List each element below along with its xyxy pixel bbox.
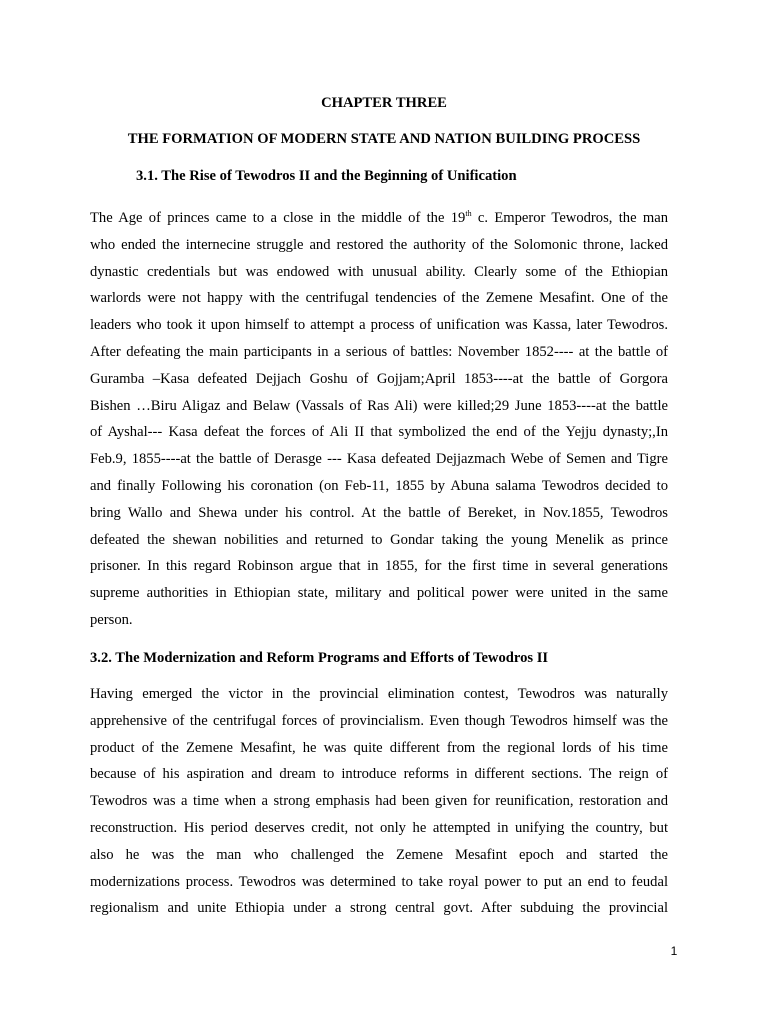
line-text: The Age of princes came to a close in the middle of the 19	[90, 210, 466, 226]
paragraph-line: Tewodros was a time when a strong emphasis had been given for reunification, restoration and	[90, 793, 668, 810]
section-heading-3-2: 3.2. The Modernization and Reform Programs and Efforts of Tewodros II	[90, 650, 549, 666]
page-number: 1	[670, 944, 678, 958]
line-text: c. Emperor Tewodros, the man	[471, 210, 668, 226]
paragraph-line: because of his aspiration and dream to introduce reforms in different sections. The reign of	[90, 766, 668, 783]
paragraph-line: of Ayshal--- Kasa defeat the forces of Ali II that symbolized the end of the Yejju dynasty;,In	[90, 424, 668, 441]
paragraph-line: apprehensive of the centrifugal forces of provincialism. Even though Tewodros himself was the	[90, 712, 668, 729]
paragraph-line: supreme authorities in Ethiopian state, military and political power were united in the same	[90, 585, 668, 602]
paragraph-line	[90, 205, 668, 232]
paragraph-line: regionalism and unite Ethiopia under a strong central govt. After subduing the provincial	[90, 900, 668, 917]
superscript-ordinal: th	[465, 209, 472, 218]
paragraph-line: product of the Zemene Mesafint, he was quite different from the regional lords of his time	[90, 739, 668, 756]
paragraph-line: dynastic credentials but was endowed with unusual ability. Clearly some of the Ethiopian	[90, 263, 668, 280]
paragraph-line: Guramba –Kasa defeated Dejjach Goshu of Gojjam;April 1853----at the battle of Gorgora	[90, 370, 668, 387]
paragraph-line: reconstruction. His period deserves credit, not only he attempted in unifying the country, but	[90, 819, 668, 836]
paragraph-line: who ended the internecine struggle and restored the authority of the Solomonic throne, lacked	[90, 236, 668, 253]
paragraph-line: prisoner. In this regard Robinson argue that in 1855, for the first time in several generations	[90, 558, 668, 575]
section-heading-3-1: 3.1. The Rise of Tewodros II and the Beginning of Unification	[136, 168, 517, 184]
document-title: THE FORMATION OF MODERN STATE AND NATION BUILDING PROCESS	[127, 131, 641, 147]
paragraph-line: also he was the man who challenged the Zemene Mesafint epoch and started the	[90, 846, 668, 863]
chapter-title: CHAPTER THREE	[321, 95, 447, 111]
paragraph-line: modernizations process. Tewodros was determined to take royal power to put an end to feudal	[90, 873, 668, 890]
paragraph-line: warlords were not happy with the centrifugal tendencies of the Zemene Mesafint. One of the	[90, 290, 668, 307]
paragraph-rise-of-tewodros	[90, 205, 668, 634]
paragraph-line: bring Wallo and Shewa under his control. At the battle of Bereket, in Nov.1855, Tewodros	[90, 504, 668, 521]
paragraph-modernization-reforms	[90, 681, 668, 922]
paragraph-line: Feb.9, 1855----at the battle of Derasge --- Kasa defeated Dejjazmach Webe of Semen and Tigre	[90, 451, 668, 468]
paragraph-line: and finally Following his coronation (on Feb-11, 1855 by Abuna salama Tewodros decided to	[90, 477, 668, 494]
paragraph-line: defeated the shewan nobilities and returned to Gondar taking the young Menelik as prince	[90, 531, 668, 548]
paragraph-line: Bishen …Biru Aligaz and Belaw (Vassals of Ras Ali) were killed;29 June 1853----at the battle	[90, 397, 668, 414]
paragraph-line: Having emerged the victor in the provincial elimination contest, Tewodros was naturally	[90, 686, 668, 702]
paragraph-line: person.	[90, 611, 133, 628]
paragraph-line: After defeating the main participants in a serious of battles: November 1852---- at the battle of	[90, 343, 668, 360]
paragraph-line: leaders who took it upon himself to attempt a process of unification was Kassa, later Tewodros.	[90, 317, 668, 334]
